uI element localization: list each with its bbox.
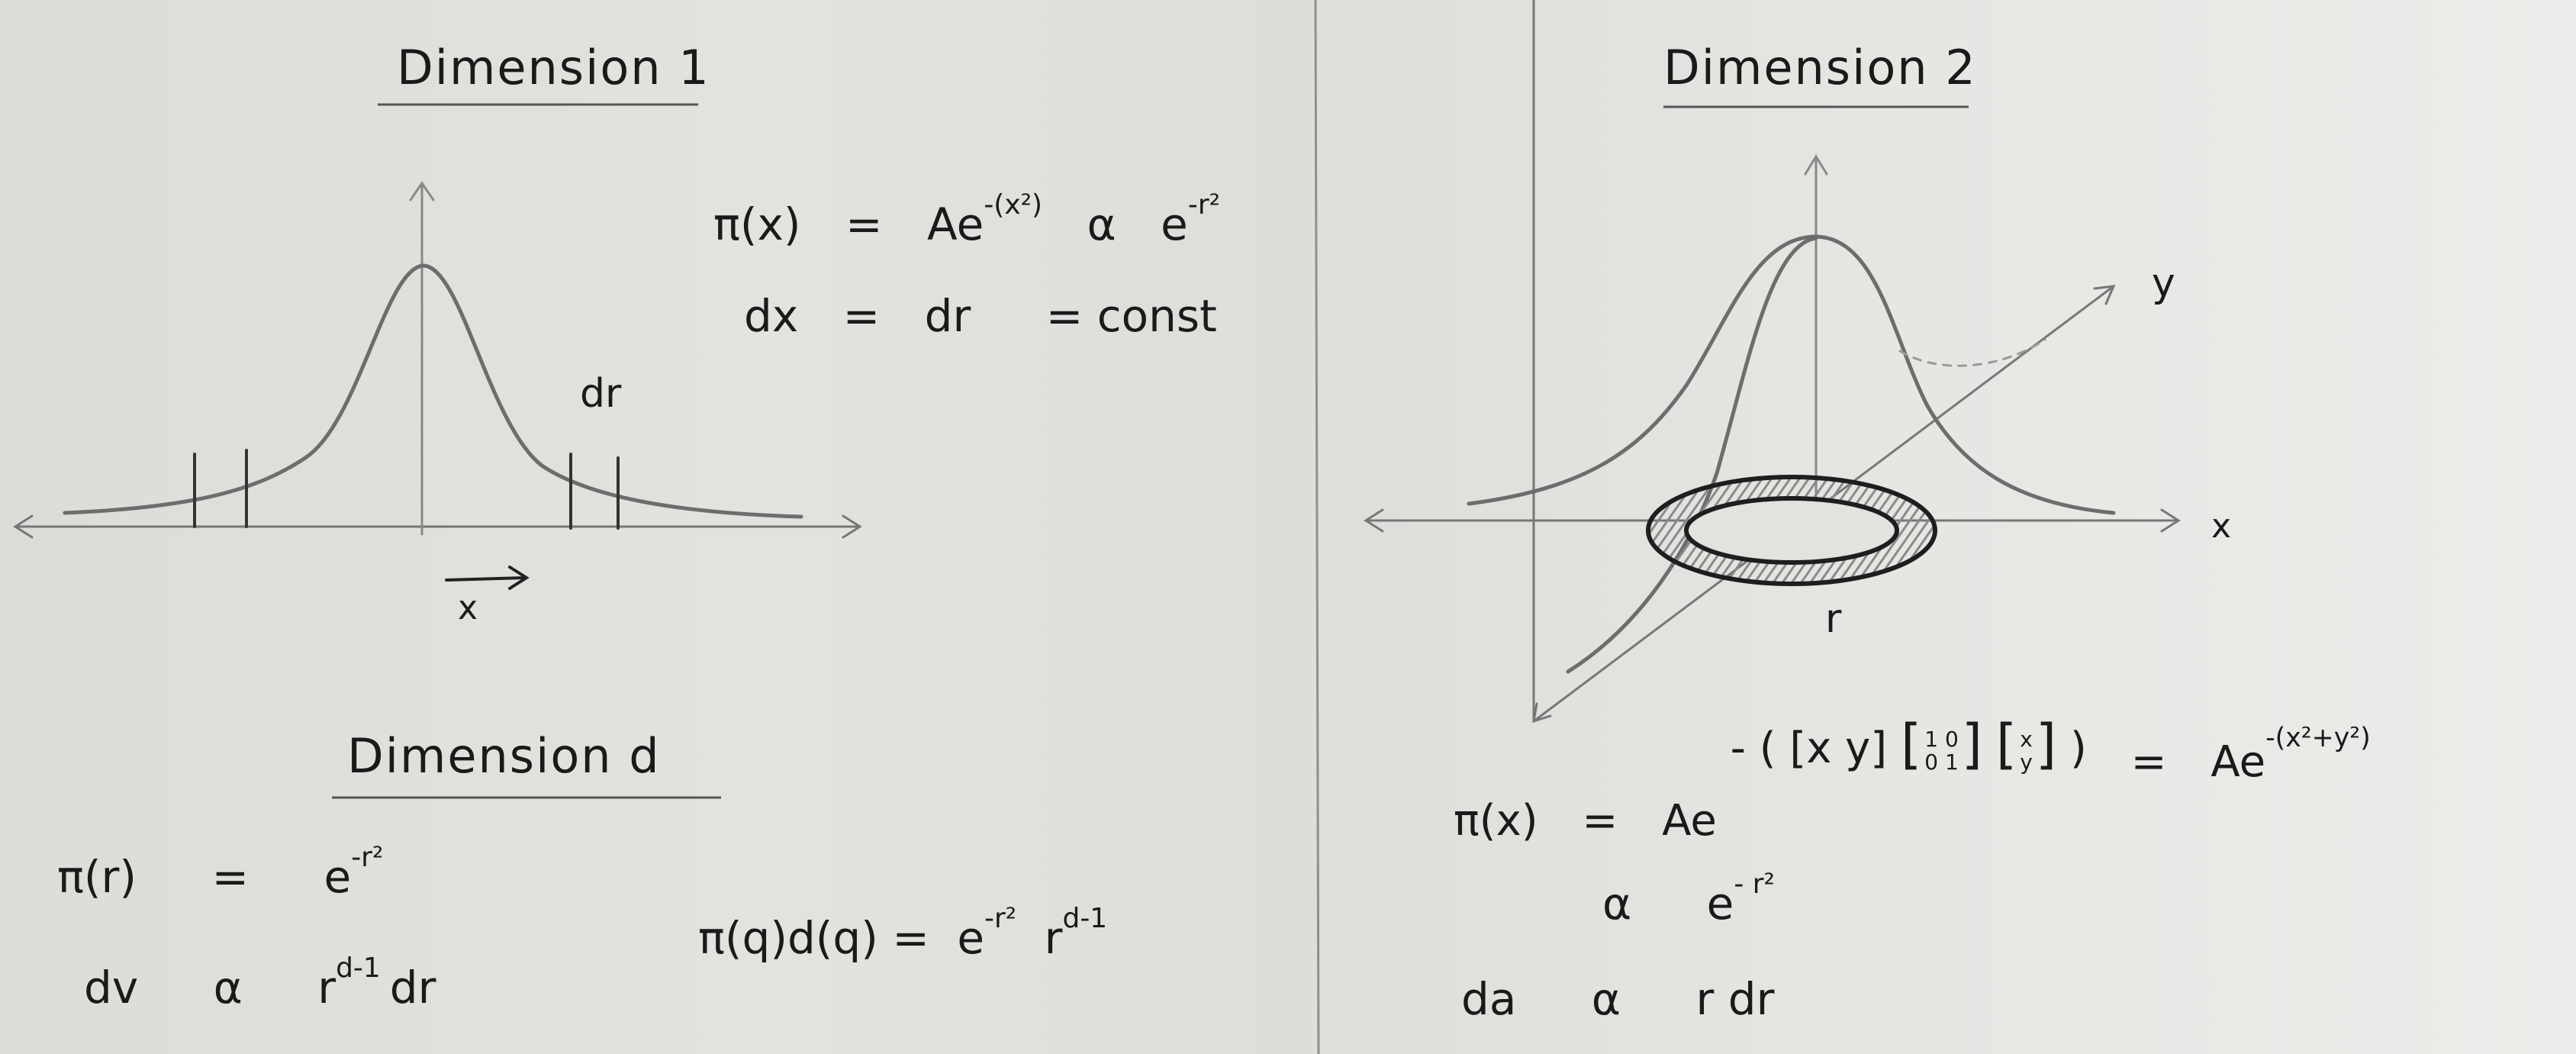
dim1-gaussian-curve bbox=[65, 266, 801, 517]
dim2-gaussian-curve-x bbox=[1469, 237, 2114, 513]
dim2-curve-hidden-dashed bbox=[1900, 340, 2045, 366]
dim2-vector-row2: y bbox=[2020, 749, 2033, 775]
dim2-equation-prop bbox=[1602, 868, 1775, 930]
dim2-gaussian-curve-y bbox=[1568, 238, 1816, 672]
dim2-eq1-eq2: = bbox=[2130, 737, 2167, 787]
dimd-eq1-exp: -r² bbox=[351, 841, 384, 873]
dim2-eq1-exp2: -(x²+y²) bbox=[2265, 723, 2371, 754]
dimd-eq3-tail-base: r bbox=[1044, 912, 1063, 964]
dim2-vector-row1: x bbox=[2020, 727, 2033, 753]
dim2-eq1-exp-close: ) bbox=[2069, 724, 2087, 773]
dimd-eq1-eq: = bbox=[211, 851, 250, 903]
dim2-matrix-row2: 0 1 bbox=[1924, 749, 1959, 775]
dimd-eq2-tail: dr bbox=[389, 962, 436, 1014]
dimd-title: Dimension d bbox=[347, 728, 661, 784]
dim2-eq1-lhs: π(x) bbox=[1454, 796, 1538, 846]
dim1-eq1-base2: e bbox=[1161, 198, 1188, 250]
dim1-dr-annotation: dr bbox=[580, 371, 622, 417]
page-divider bbox=[1315, 0, 1319, 1054]
dim2-equation-da bbox=[1461, 973, 1775, 1025]
dimd-eq2-lhs: dv bbox=[84, 962, 139, 1014]
dim2-eq1-base: Ae bbox=[1662, 796, 1717, 846]
dim2-x-axis-label: x bbox=[2211, 507, 2232, 546]
dimd-eq3-lhs: π(q)d(q) = bbox=[698, 912, 929, 964]
dimd-equation-pq bbox=[698, 902, 1108, 964]
dimd-equation-dv bbox=[84, 952, 436, 1014]
dim2-eq3-rhs: r dr bbox=[1695, 973, 1775, 1025]
dim2-eq3-lhs: da bbox=[1461, 973, 1517, 1025]
dim2-eq3-rel: α bbox=[1591, 973, 1621, 1025]
dim2-eq2-exp: - r² bbox=[1734, 868, 1775, 900]
dim1-eq1-eq: = bbox=[845, 198, 883, 250]
dim1-x-arrow-label: x bbox=[458, 588, 478, 627]
dim2-equation-pi bbox=[1454, 713, 2371, 846]
dim1-equation-dx bbox=[744, 290, 1217, 342]
dim2-eq1-exp-lead: - ( [x y] bbox=[1730, 724, 1888, 773]
dim2-vector-open: [ bbox=[1995, 713, 2017, 775]
dim2-matrix bbox=[1921, 728, 1962, 773]
dim2-ring-label: r bbox=[1825, 596, 1842, 642]
dim1-x-direction-arrow bbox=[446, 578, 525, 580]
dimd-eq3-base: e bbox=[957, 912, 985, 964]
dim1-eq2-rhs: = const bbox=[1045, 290, 1217, 342]
dimd-eq3-exp: -r² bbox=[984, 902, 1017, 934]
dim2-vector-close: ] bbox=[2035, 713, 2057, 775]
dimd-eq2-exp: d-1 bbox=[336, 952, 381, 984]
dim2-matrix-row1: 1 0 bbox=[1924, 727, 1959, 753]
dim1-eq2-mid: dr bbox=[924, 290, 971, 342]
dimd-equation-pi bbox=[57, 841, 384, 903]
dim1-eq1-rel: α bbox=[1087, 198, 1116, 250]
dim2-vector bbox=[2017, 728, 2036, 773]
dim2-title: Dimension 2 bbox=[1663, 40, 1977, 95]
dim1-title: Dimension 1 bbox=[397, 40, 710, 95]
dim2-y-axis-label: y bbox=[2152, 260, 2175, 306]
dim1-eq1-lhs: π(x) bbox=[713, 198, 801, 250]
dim1-eq1-exp: -(x²) bbox=[984, 189, 1043, 221]
dim1-eq1-exp2: -r² bbox=[1187, 189, 1221, 221]
dimd-eq3-tail-exp: d-1 bbox=[1062, 902, 1108, 934]
dim2-eq2-rel: α bbox=[1602, 878, 1632, 930]
dim1-eq2-eq: = bbox=[842, 290, 881, 342]
dim2-matrix-close: ] bbox=[1961, 713, 1983, 775]
dim2-eq1-base2: Ae bbox=[2211, 737, 2266, 787]
dimd-eq1-lhs: π(r) bbox=[57, 851, 137, 903]
dimd-eq1-base: e bbox=[324, 851, 352, 903]
dim1-equation-pi bbox=[713, 189, 1221, 250]
dim2-eq1-eq: = bbox=[1582, 796, 1618, 846]
dim1-eq2-lhs: dx bbox=[744, 290, 799, 342]
dim2-eq2-base: e bbox=[1706, 878, 1734, 930]
dim1-eq1-base: Ae bbox=[926, 198, 984, 250]
dimd-eq2-rel: α bbox=[213, 962, 243, 1014]
dim2-matrix-open: [ bbox=[1900, 713, 1922, 775]
dimd-eq2-base: r bbox=[317, 962, 336, 1014]
dim2-plot bbox=[1366, 0, 2178, 721]
